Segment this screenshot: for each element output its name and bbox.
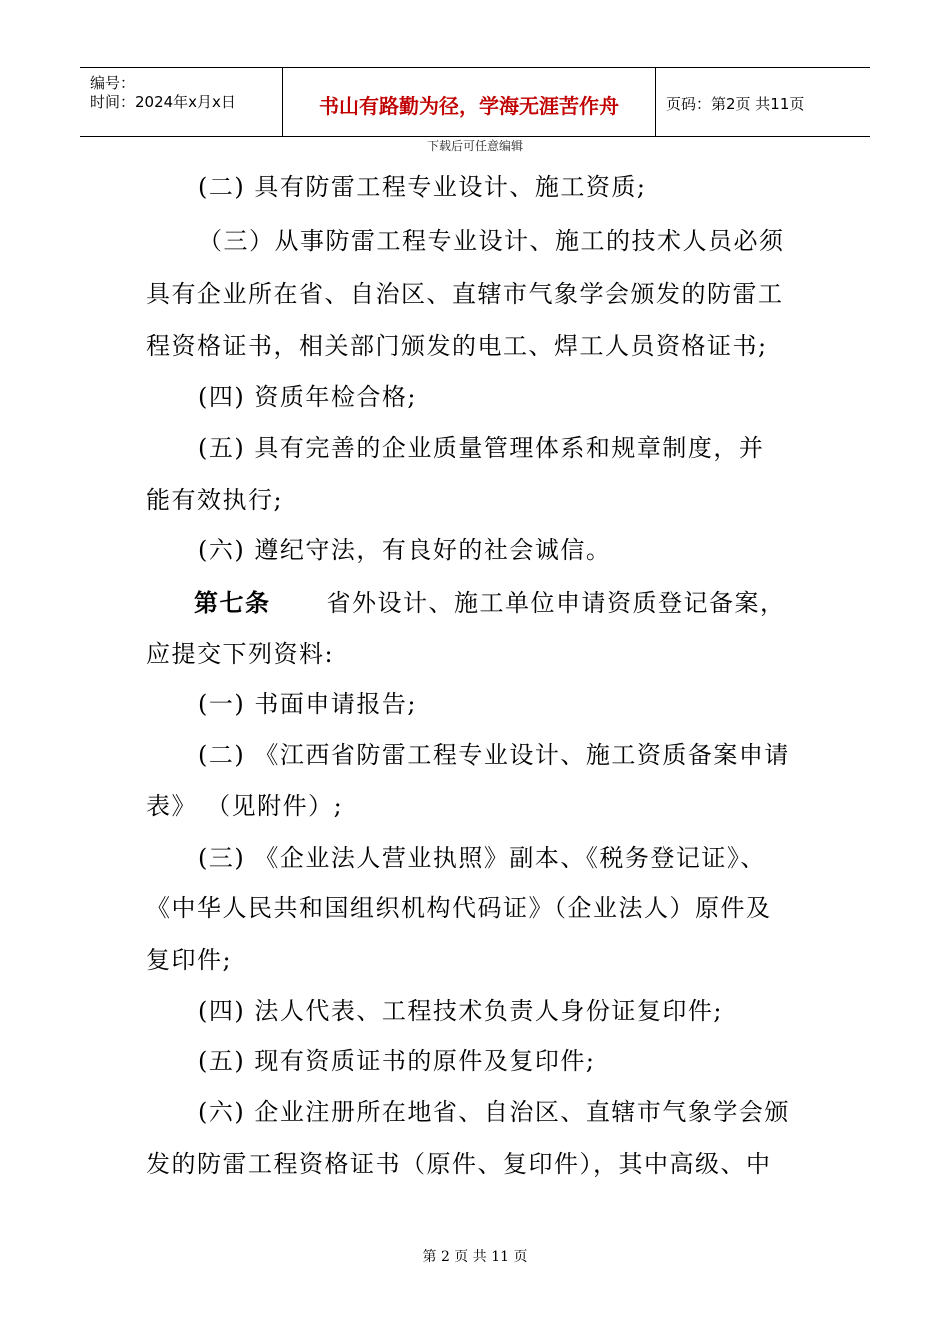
header-motto: 书山有路勤为径，学海无涯苦作舟: [319, 94, 619, 118]
body-line: （三）从事防雷工程专业设计、施工的技术人员必须: [198, 227, 785, 255]
header-page-cell: [656, 68, 870, 136]
body-line: (一) 书面申请报告;: [198, 690, 417, 718]
editable-note: 下载后可任意编辑: [426, 139, 523, 153]
body-line: (五) 现有资质证书的原件及复印件;: [198, 1047, 596, 1075]
body-line: 具有企业所在省、自治区、直辖市气象学会颁发的防雷工: [146, 280, 784, 308]
header-info-cell: [80, 68, 283, 136]
body-line: (六) 企业注册所在地省、自治区、直辖市气象学会颁: [198, 1098, 790, 1126]
body-line: (四) 资质年检合格;: [198, 383, 417, 411]
body-line: 能有效执行;: [146, 486, 284, 514]
header-page-info: 页码：第2页 共11页: [666, 95, 805, 113]
document-number-label: 编号：: [90, 74, 136, 92]
article-line: [194, 588, 786, 618]
body-line: 应提交下列资料:: [146, 640, 335, 668]
body-line: 复印件;: [146, 946, 233, 974]
body-line: 发的防雷工程资格证书（原件、复印件），其中高级、中: [146, 1150, 772, 1178]
body-line: (四) 法人代表、工程技术负责人身份证复印件;: [198, 997, 723, 1025]
page-header: [80, 67, 870, 137]
article-number: 第七条: [194, 589, 271, 617]
document-time-label: 时间：2024年x月x日: [90, 93, 236, 111]
article-text: 省外设计、施工单位申请资质登记备案，: [326, 589, 786, 617]
body-line: (三) 《企业法人营业执照》副本、《税务登记证》、: [198, 844, 766, 872]
body-line: 程资格证书，相关部门颁发的电工、焊工人员资格证书;: [146, 332, 768, 360]
body-line: 表》 （见附件）;: [146, 792, 344, 820]
page-footer: 第 2 页 共 11 页: [422, 1249, 528, 1265]
body-line: 《中华人民共和国组织机构代码证》（企业法人）原件及: [146, 894, 772, 922]
body-line: (二) 《江西省防雷工程专业设计、施工资质备案申请: [198, 741, 790, 769]
body-line: (五) 具有完善的企业质量管理体系和规章制度，并: [198, 434, 765, 462]
body-line: (六) 遵纪守法，有良好的社会诚信。: [198, 536, 612, 564]
body-line: (二) 具有防雷工程专业设计、施工资质;: [198, 173, 647, 201]
header-motto-cell: [283, 68, 656, 136]
